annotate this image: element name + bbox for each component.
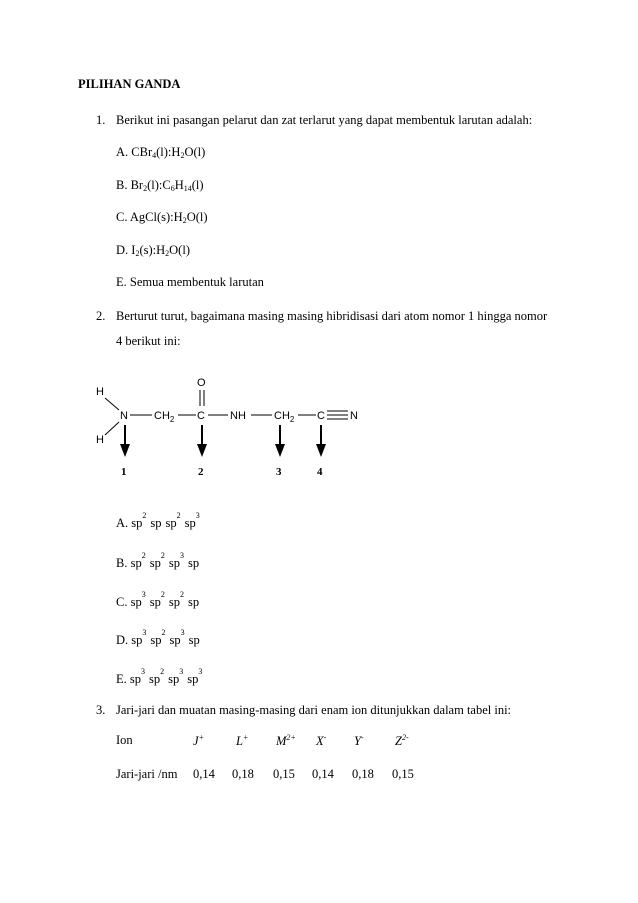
hybridization-term: $sp^2$ xyxy=(165,511,181,530)
group-ch2-b: $CH_2$ xyxy=(274,410,295,424)
option-letter: A. xyxy=(116,516,132,530)
radius-cell: 0,14 xyxy=(312,767,334,781)
hybridization-term: $sp^3$ xyxy=(187,667,203,686)
label-4: 4 xyxy=(317,466,323,478)
q2-option-b xyxy=(116,551,203,571)
atom-n: N xyxy=(120,410,128,422)
hybridization-term: $sp^2$ xyxy=(149,667,165,686)
hybridization-term: sp xyxy=(150,516,162,530)
atom-c-carbonyl: C xyxy=(197,410,205,422)
ion-cell: Y- xyxy=(354,733,364,748)
group-nh: NH xyxy=(230,410,246,422)
q2-option-c xyxy=(116,590,203,610)
q2-option-a xyxy=(116,511,204,531)
atom-n-nitrile: N xyxy=(350,410,358,422)
ion-cell: X- xyxy=(316,733,327,748)
ion-cell: J+ xyxy=(193,733,204,748)
arrow-2 xyxy=(197,425,207,457)
radius-cell: 0,15 xyxy=(392,767,414,781)
hybridization-term: sp xyxy=(187,556,200,570)
table-header-radius: Jari-jari /nm xyxy=(116,767,178,781)
atom-h-bottom: H xyxy=(96,434,104,446)
hybridization-term: $sp^3$ xyxy=(184,511,200,530)
hybridization-term: $sp^3$ xyxy=(168,551,184,570)
hybridization-term: $sp^2$ xyxy=(168,590,184,609)
ion-cell: L+ xyxy=(236,733,249,748)
q1-option-e: E. Semua membentuk larutan xyxy=(116,275,264,289)
q1-option-b: B. $Br_2(l):C_6H_{14}(l)$ xyxy=(116,178,204,193)
hybridization-term: sp xyxy=(188,633,200,647)
hybridization-term: $sp^3$ xyxy=(131,628,147,647)
q1-text: Berikut ini pasangan pelarut dan zat terlarut yang dapat membentuk larutan adalah: xyxy=(116,113,533,127)
group-ch2-a: $CH_2$ xyxy=(154,410,175,424)
hybridization-term: $sp^3$ xyxy=(129,667,146,686)
arrow-4 xyxy=(316,425,326,457)
atom-o: O xyxy=(197,377,206,389)
atom-h-top: H xyxy=(96,386,104,398)
label-1: 1 xyxy=(121,466,127,478)
option-letter: B. xyxy=(116,556,131,570)
ion-cell: $Z^{2-}$ xyxy=(395,733,409,748)
label-2: 2 xyxy=(198,466,204,478)
q1-option-c: C. $AgCl(s):H_2O(l)$ xyxy=(116,210,208,225)
hybridization-term: $sp^2$ xyxy=(149,551,165,570)
q2-option-e xyxy=(116,667,206,687)
hybridization-term: $sp^2$ xyxy=(131,511,147,530)
option-letter: C. xyxy=(116,595,131,609)
table-header-ion: Ion xyxy=(116,733,133,747)
arrow-3 xyxy=(275,425,285,457)
hybridization-term: $sp^3$ xyxy=(130,590,146,609)
molecule-diagram xyxy=(90,372,370,482)
q2-option-d xyxy=(116,628,204,648)
ion-cell: $M^{2+}$ xyxy=(276,733,296,748)
hybridization-term: $sp^2$ xyxy=(150,628,166,647)
radius-cell: 0,18 xyxy=(232,767,254,781)
hybridization-term: $sp^2$ xyxy=(149,590,165,609)
arrow-1 xyxy=(120,425,130,457)
hybridization-term: $sp^2$ xyxy=(130,551,146,570)
q3-number: 3. xyxy=(96,703,106,717)
radius-cell: 0,18 xyxy=(352,767,374,781)
hybridization-term: sp xyxy=(187,595,200,609)
radius-cell: 0,14 xyxy=(193,767,215,781)
q2-text-line1: Berturut turut, bagaimana masing masing hibridisasi dari atom nomor 1 hingga nomor xyxy=(116,309,548,323)
q2-number: 2. xyxy=(96,309,106,323)
q2-text-line2: 4 berikut ini: xyxy=(116,334,181,348)
section-title: PILIHAN GANDA xyxy=(78,77,181,91)
hybridization-term: $sp^3$ xyxy=(168,667,184,686)
atom-c-nitrile: C xyxy=(317,410,325,422)
radius-cell: 0,15 xyxy=(273,767,295,781)
option-letter: E. xyxy=(116,672,130,686)
q1-number: 1. xyxy=(96,113,106,127)
q1-option-a: A. $CBr_4(l):H_2O(l)$ xyxy=(116,145,206,160)
q1-option-d: D. $I_2(s):H_2O(l)$ xyxy=(116,243,190,258)
q3-text: Jari-jari dan muatan masing-masing dari enam ion ditunjukkan dalam tabel ini: xyxy=(116,703,512,717)
label-3: 3 xyxy=(276,466,282,478)
hybridization-term: $sp^3$ xyxy=(169,628,185,647)
option-letter: D. xyxy=(116,633,132,647)
